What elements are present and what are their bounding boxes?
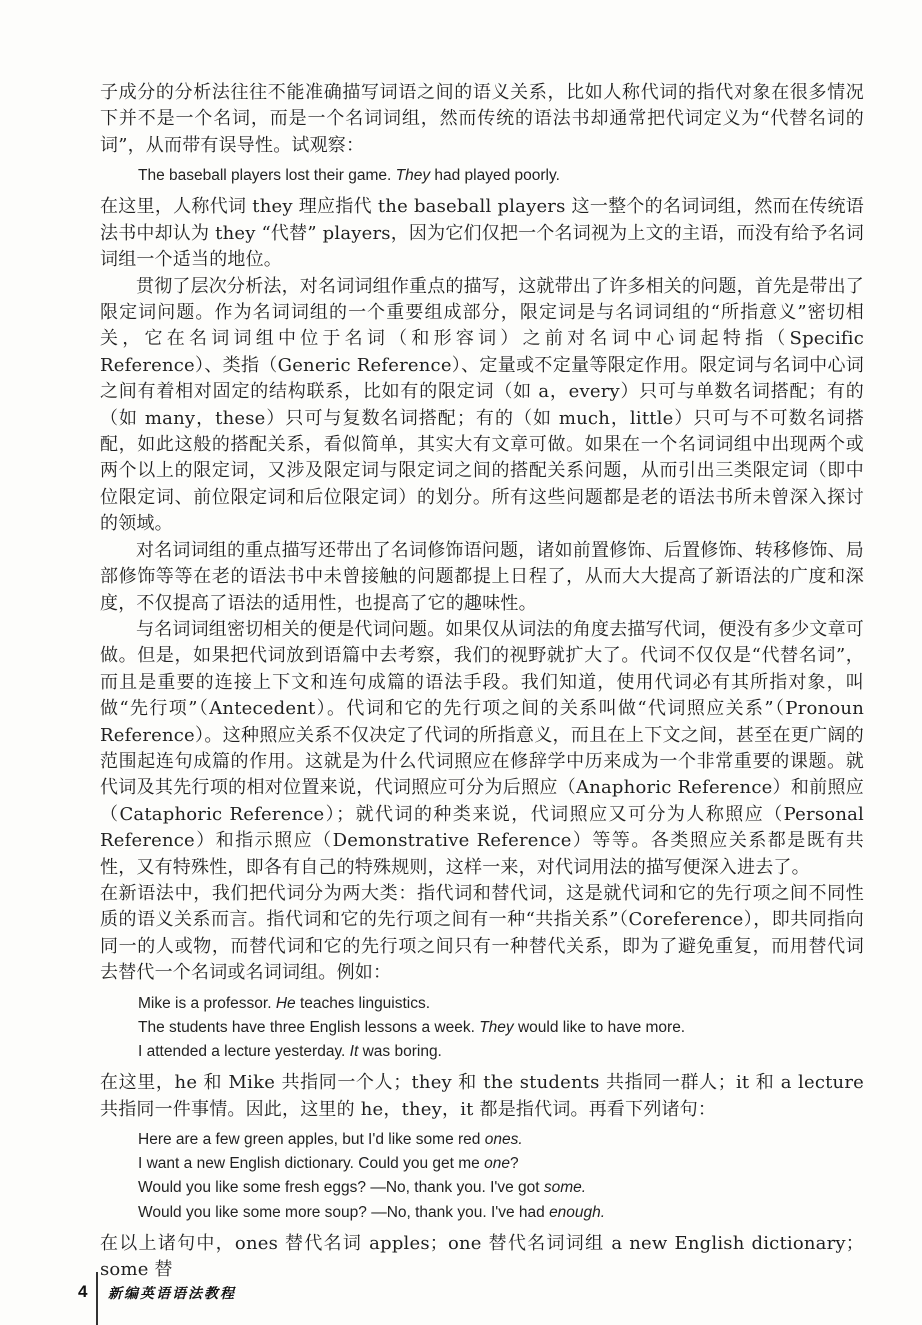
highlighted-word: They (479, 1018, 514, 1036)
book-title: 新编英语语法教程 (108, 1286, 236, 1302)
sentence-text: would like to have more. (513, 1018, 686, 1036)
page-body (100, 80, 864, 1284)
highlighted-word: They (395, 167, 431, 185)
example-sentence (138, 1016, 864, 1040)
sentence-text: ? (509, 1155, 519, 1173)
example-sentence (138, 1201, 864, 1225)
example-sentence (138, 992, 864, 1016)
body-paragraph: 对名词词组的重点描写还带出了名词修饰语问题，诸如前置修饰、后置修饰、转移修饰、局部修饰等等在老的语法书中未曾接触的问题都提上日程了，从而大大提高了新语法的广度和深度，不仅提高了语法的适用性，也提高了它的趣味性。 (100, 539, 864, 614)
sentence-text: was boring. (358, 1043, 442, 1061)
highlighted-word: one (484, 1155, 510, 1173)
example-sentence (138, 1176, 864, 1200)
example-sentence (138, 164, 864, 188)
highlighted-word: some. (543, 1179, 587, 1197)
sentence-text: Would you like some fresh eggs? —No, thank you. I've got (138, 1179, 544, 1197)
example-block (138, 1128, 864, 1225)
body-paragraph: 子成分的分析法往往不能准确描写词语之间的语义关系，比如人称代词的指代对象在很多情况下并不是一个名词，而是一个名词词组，然而传统的语法书却通常把代词定义为“代替名词的词”，从而带有误导性。试观察： (100, 82, 864, 156)
sentence-text: Would you like some more soup? —No, thank you. I've had (138, 1203, 550, 1221)
body-paragraph: 贯彻了层次分析法，对名词词组作重点的描写，这就带出了许多相关的问题，首先是带出了限定词问题。作为名词词组的一个重要组成部分，限定词是与名词词组的“所指意义”密切相关，它在名词词组中位于名词（和形容词）之前对名词中心词起特指（Specific Reference）、类指（Generic Reference）、定量或不定量等限定作用。限定词与名词中心词之间有着相对固定的结构联系，比如有的限定词（如 a，every）只可与单数名词搭配；有的（如 many，these）只可与复数名词搭配；有的（如 much，little）只可与不可数名词搭配，如此这般的搭配关系，看似简单，其实大有文章可做。如果在一个名词词组中出现两个或两个以上的限定词，又涉及限定词与限定词之间的搭配关系问题，从而引出三类限定词（即中位限定词、前位限定词和后位限定词）的划分。所有这些问题都是老的语法书所未曾深入探讨的领域。 (100, 275, 864, 535)
sentence-text: had played poorly. (430, 167, 560, 185)
body-paragraph: 在新语法中，我们把代词分为两大类：指代词和替代词，这是就代词和它的先行项之间不同性质的语义关系而言。指代词和它的先行项之间有一种“共指关系”（Coreference），即共同指向同一的人或物，而替代词和它的先行项之间只有一种替代关系，即为了避免重复，而用替代词去替代一个名词或名词词组。例如： (100, 882, 864, 984)
body-paragraph: 在以上诸句中，ones 替代名词 apples；one 替代名词词组 a new English dictionary；some 替 (100, 1232, 864, 1281)
highlighted-word: He (275, 994, 296, 1012)
example-sentence (138, 1128, 864, 1152)
sentence-text: teaches linguistics. (295, 994, 431, 1012)
example-block (138, 164, 864, 188)
sentence-text: I attended a lecture yesterday. (138, 1043, 350, 1061)
body-paragraph: 与名词词组密切相关的便是代词问题。如果仅从词法的角度去描写代词，便没有多少文章可做。但是，如果把代词放到语篇中去考察，我们的视野就扩大了。代词不仅仅是“代替名词”，而且是重要的连接上下文和连句成篇的语法手段。我们知道，使用代词必有其所指对象，叫做“先行项”（Antecedent）。代词和它的先行项之间的关系叫做“代词照应关系”（Pronoun Reference）。这种照应关系不仅决定了代词的所指意义，而且在上下文之间，甚至在更广阔的范围起连句成篇的作用。这就是为什么代词照应在修辞学中历来成为一个非常重要的课题。就代词及其先行项的相对位置来说，代词照应可分为后照应（Anaphoric Reference）和前照应（Cataphoric Reference）；就代词的种类来说，代词照应又可分为人称照应（Personal Reference）和指示照应（Demonstrative Reference）等等。各类照应关系都是既有共性，又有特殊性，即各有自己的特殊规则，这样一来，对代词用法的描写便深入进去了。 (100, 618, 864, 878)
sentence-text: I want a new English dictionary. Could you get me (138, 1155, 485, 1173)
example-sentence (138, 1040, 864, 1064)
body-paragraph: 在这里，he 和 Mike 共指同一个人；they 和 the students 共指同一群人；it 和 a lecture 共指同一件事情。因此，这里的 he，they，it 都是指代词。再看下列诸句： (100, 1072, 864, 1120)
sentence-text: The baseball players lost their game. (138, 167, 396, 185)
highlighted-word: enough. (549, 1203, 606, 1221)
page-footer (78, 1272, 378, 1325)
sentence-text: Here are a few green apples, but I'd like some red (138, 1131, 485, 1149)
example-sentence (138, 1152, 864, 1176)
footer-divider (96, 1272, 98, 1325)
page-number: 4 (78, 1282, 88, 1301)
body-paragraph: 在这里，人称代词 they 理应指代 the baseball players 这一整个的名词词组，然而在传统语法书中却认为 they “代替” players，因为它们仅把一个名词视为上文的主语，而没有给予名词词组一个适当的地位。 (100, 196, 864, 271)
sentence-text: The students have three English lessons a week. (138, 1018, 480, 1036)
example-block (138, 992, 864, 1065)
highlighted-word: It (349, 1043, 359, 1061)
sentence-text: Mike is a professor. (138, 994, 276, 1012)
highlighted-word: ones. (484, 1131, 523, 1149)
